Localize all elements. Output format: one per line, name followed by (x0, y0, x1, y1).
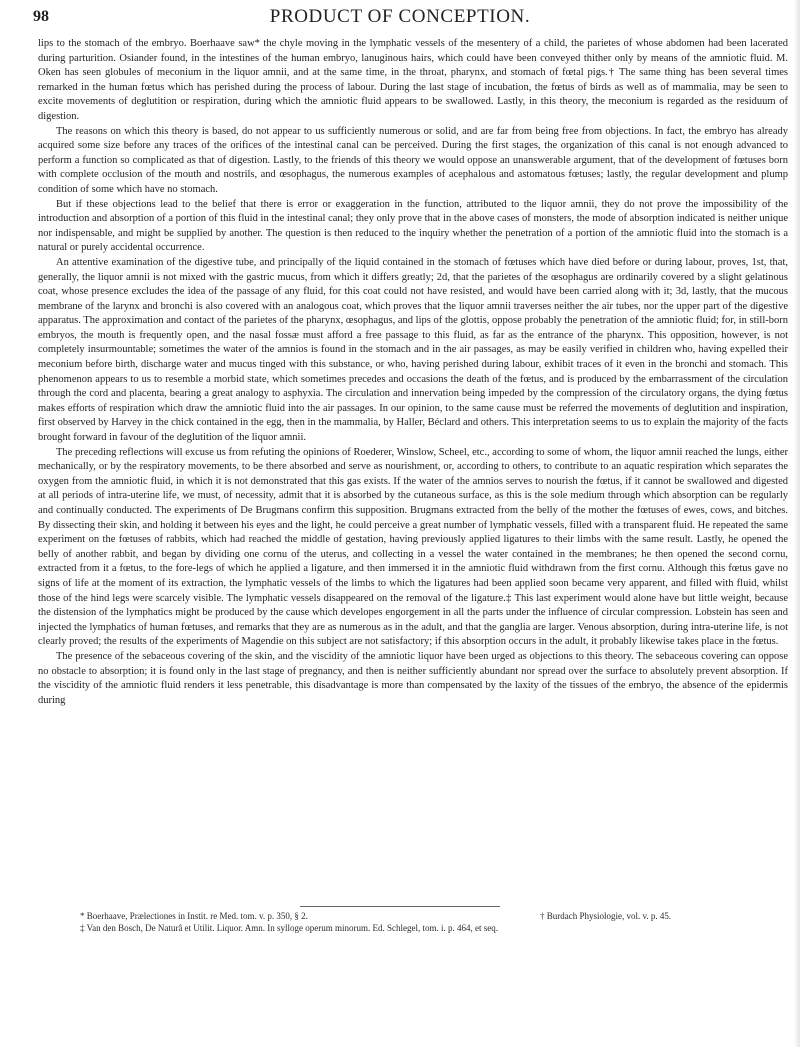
page-number: 98 (33, 8, 49, 25)
footnote-divider (300, 906, 500, 907)
paragraph: An attentive examination of the digestive tube, and principally of the liquid contained in the stomach of fœtuses which have died before or during labour, proves, 1st, that, generally, the liquor amnii is not mixed with the gastric mucus, from which it differs greatly; 2d, that the parietes of the œsophagus are ordinarily covered by a slight gelatinous coat, whose presence excludes the idea of the passage of any fluid, for this coat could not have resisted, and would have been carried along with it; 3d, lastly, that the mucous membrane of the larynx and bronchi is also covered with an analogous coat, which proves that the liquor amnii traverses neither the air tubes, nor the upper part of the digestive apparatus. The approximation and contact of the parietes of the pharynx, œsophagus, and lips of the glottis, oppose probably the penetration of the amniotic fluid; for, in still-born embryos, the mouth is frequently open, and the nasal fossæ must afford a free passage to this fluid, as far as the entrance of the pharynx. This opposition, however, is not completely insurmountable; sometimes the water of the amnios is found in the stomach and in the air passages, as may be easily verified in children who, having expelled their meconium before birth, discharge water and mucus tinged with this substance, or who, having perished during labour, exhibit traces of it even in the bronchi and stomach. This phenomenon appears to us to resemble a morbid state, which sometimes precedes and occasions the death of the fœtus, and is produced by the embarrassment of the circulation through the cord and placenta, bearing a great analogy to asphyxia. The circulation and innervation being impeded by the compression of the circulatory organs, the dying fœtus makes efforts of respiration which draw the amniotic fluid into the air passages. In our opinion, to the same cause must be referred the movements of deglutition and inspiration, first observed by Harvey in the chick contained in the egg, then in the mammalia, by Haller, Béclard and others. This interpretation seems to us to explain the majority of the facts brought forward in favour of the deglutition of the liquor amnii. (38, 256, 788, 444)
footnote-burdach: † Burdach Physiologie, vol. v. p. 45. (540, 911, 672, 921)
paragraph: The preceding reflections will excuse us from refuting the opinions of Roederer, Winslow, Scheel, etc., according to some of whom, the liquor amnii reached the lungs, either mechanically, or by the respiratory movements, to be there absorbed and serve as nourishment, or, according to others, to contribute to an aquatic respiration which separates the oxygen from the amniotic fluid, in which it is not demonstrated that this gas exists. If the water of the amnios serves to nourish the fœtus, if it cannot be swallowed and digested at all periods of intra-uterine life, we must, of necessity, admit that it is absorbed by the cutaneous surface, as this is the sole medium through which absorption can be regularly and continually conducted. The experiments of De Brugmans confirm this supposition. Brugmans extracted from the belly of the mother the fœtuses of ewes, cows, and bitches. By dissecting their skin, and holding it between his eyes and the light, he could perceive a great number of lymphatic vessels, filled with a transparent fluid. He repeated the same experiment on the fœtuses of rabbits, which had reached the middle of gestation, having previously applied ligatures to their limbs with the same result. Lastly, he opened the belly of another rabbit, and began by dividing one cornu of the uterus, and collecting in a vessel the water contained in the membranes; he then opened the second cornu, extracted from it a fœtus, to the fore-legs of which he applied a ligature, and then immersed it in the amniotic fluid withdrawn from the first cornu. Although this fœtus gave no signs of life at the moment of its extraction, the lymphatic vessels of the limbs to which the ligatures had been applied soon became very apparent, and filled with fluid, whilst those of the hind legs were scarcely visible. The lymphatic vessels disappeared on the removal of the ligature.‡ This last experiment would alone have but little weight, because the distension of the lymphatics might be produced by the cause which developes engorgement in all the parts under the influence of circular compression. Lobstein has seen and injected the lymphatics of human fœtuses, and remarks that they are as numerous as in the adult, and that the ganglia are larger. Venous absorption, during intra-uterine life, is not clearly proved; the results of the experiments of Magendie on this subject are not satisfactory; if this absorption occurs in the adult, it probably likewise takes place in the fœtus. (38, 446, 788, 648)
running-head: PRODUCT OF CONCEPTION. (269, 6, 531, 27)
paragraph: But if these objections lead to the belief that there is error or exaggeration in the function, attributed to the liquor amnii, they do not prove the impossibility of the introduction and absorption of a portion of this fluid in the intestinal canal; they only prove that in the above cases of monsters, the mode of absorption indicated is neither unique nor indispensable, and might be supplied by another. The question is then reduced to the inquiry whether the penetration of a portion of the amniotic fluid into the stomach is a natural or purely accidental occurrence. (38, 198, 788, 254)
footnote-row (80, 911, 780, 923)
body-text (38, 37, 788, 708)
footnote-boerhaave: * Boerhaave, Prælectiones in Instit. re Med. tom. v. p. 350, § 2. (80, 911, 308, 921)
page-edge-shadow (794, 0, 800, 1047)
paragraph: The reasons on which this theory is based, do not appear to us sufficiently numerous or solid, and are far from being free from objections. In fact, the embryo has already acquired some size before any traces of the orifices of the intestinal canal can be perceived. During the first stages, the organization of this canal is not enough advanced to perform a function so complicated as that of digestion. Lastly, to the friends of this theory we would oppose an unanswerable argument, that of the development of fœtuses born with complete occlusion of the mouth and nostrils, and œsophagus, the numerous examples of acephalous and astomatous fœtuses; lastly, the regular development and plump condition of some which have no stomach. (38, 125, 788, 195)
paragraph-continued: lips to the stomach of the embryo. Boerhaave saw* the chyle moving in the lymphatic vessels of the mesentery of a child, the parietes of whose abdomen had been lacerated during parturition. Osiander found, in the intestines of the human embryo, lanuginous hairs, which could have been conveyed thither only by means of the amniotic fluid. M. Oken has seen globules of meconium in the liquor amnii, and at the same time, in the throat, pharynx, and stomach of fœtal pigs.† The same thing has been several times remarked in the human fœtus which has perished during the process of labour. During the last stage of incubation, the fœtus of birds as well as of mammalia, may be seen to excite movements of deglutition or respiration, during which the amniotic fluid appears to be swallowed. Lastly, in this theory, the meconium is regarded as the residuum of digestion. (38, 38, 788, 122)
paragraph: The presence of the sebaceous covering of the skin, and the viscidity of the amniotic liquor have been urged as objections to this theory. The sebaceous covering can oppose no obstacle to absorption; it is found only in the last stage of pregnancy, and then is neither sufficiently abundant nor spread over the surface to absolutely prevent absorption. If the viscidity of the amniotic fluid renders it less penetrable, this disadvantage is more than compensated by the laxity of the tissues of the embryo, the absence of the epidermis during (38, 650, 788, 706)
footnote-van-den-bosch: ‡ Van den Bosch, De Naturâ et Utilit. Liquor. Amn. In sylloge operum minorum. Ed. Schlegel, tom. i. p. 464, et seq. (80, 922, 499, 933)
footnotes (80, 911, 780, 935)
